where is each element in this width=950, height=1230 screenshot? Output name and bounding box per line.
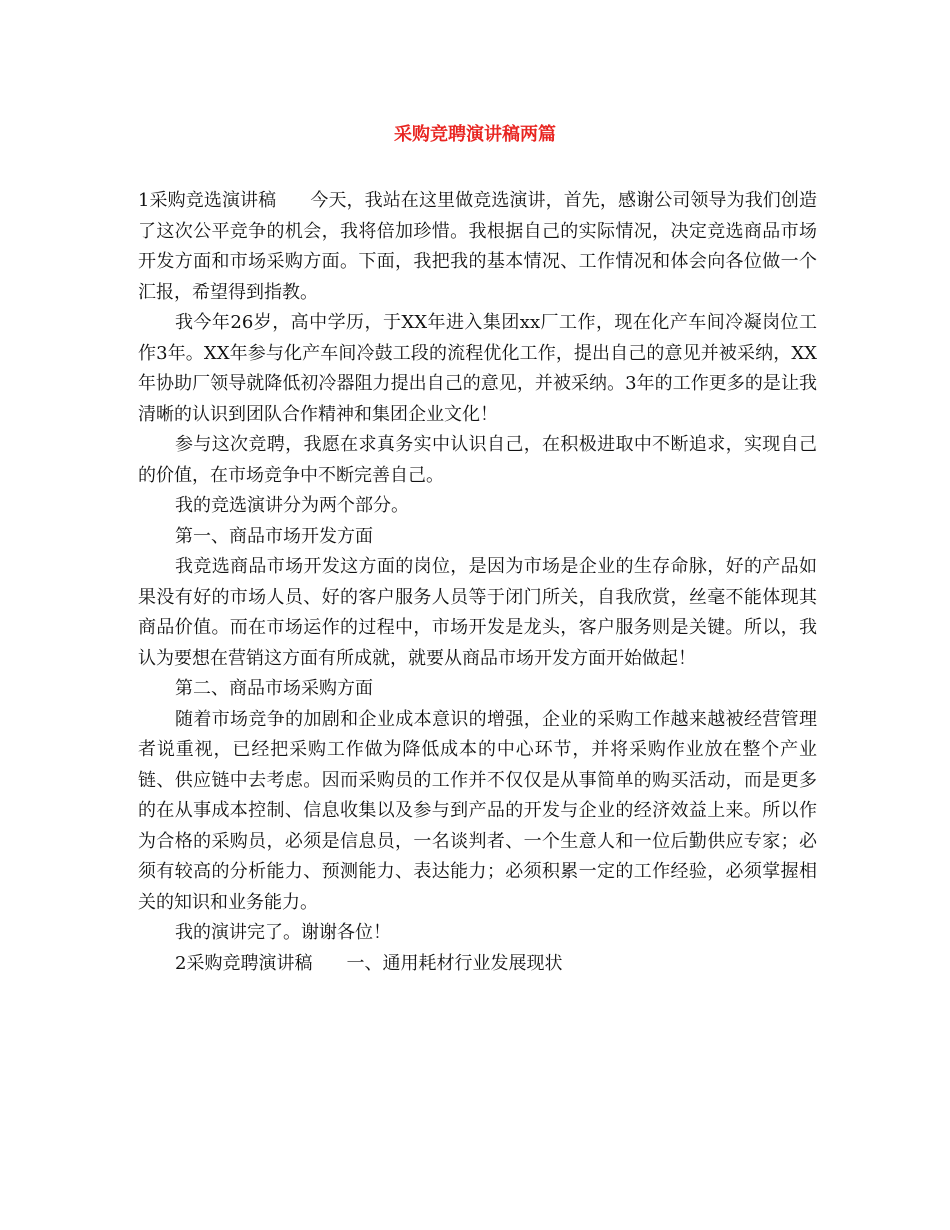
document-body: [138, 186, 817, 979]
section-2-intro: 一、通用耗材行业发展现状: [346, 952, 563, 974]
paragraph-market-procurement: 随着市场竞争的加剧和企业成本意识的增强，企业的采购工作越来越被经营管理者说重视，已经把采购工作做为降低成本的中心环节，并将采购作业放在整个产业链、供应链中去考虑。因而采购员的工作并不仅仅是从事简单的购买活动，而是更多的在从事成本控制、信息收集以及参与到产品的开发与企业的经济效益上来。所以作为合格的采购员，必须是信息员，一名谈判者、一个生意人和一位后勤供应专家；必须有较高的分析能力、预测能力、表达能力；必须积累一定的工作经验，必须掌握相关的知识和业务能力。: [138, 708, 817, 913]
section-1-heading: 1采购竞选演讲稿: [138, 190, 277, 211]
section-1-paragraph: [138, 186, 817, 308]
paragraph-outline: 我的竞选演讲分为两个部分。: [175, 495, 409, 516]
document-title: 采购竞聘演讲稿两篇: [394, 124, 556, 145]
section-2-paragraph: [138, 949, 817, 980]
paragraph-motivation: 参与这次竞聘，我愿在求真务实中认识自己，在积极进取中不断追求，实现自己的价值，在市场竞争中不断完善自己。: [138, 434, 817, 486]
paragraph-background: 我今年26岁，高中学历，于XX年进入集团xx厂工作，现在化产车间冷凝岗位工作3年。XX年参与化产车间冷鼓工段的流程优化工作，提出自己的意见并被采纳，XX年协助厂领导就降低初冷器阻力提出自己的意见，并被采纳。3年的工作更多的是让我清晰的认识到团队合作精神和集团企业文化！: [138, 312, 817, 425]
subheading-market-procurement: 第二、商品市场采购方面: [175, 678, 373, 699]
paragraph-closing: 我的演讲完了。谢谢各位！: [175, 922, 391, 943]
section-1-intro: 今天，我站在这里做竞选演讲，首先，感谢公司领导为我们创造了这次公平竞争的机会，我将倍加珍惜。我根据自己的实际情况，决定竞选商品市场开发方面和市场采购方面。下面，我把我的基本情况、工作情况和体会向各位做一个汇报，希望得到指教。: [138, 190, 818, 303]
paragraph-market-development: 我竞选商品市场开发这方面的岗位，是因为市场是企业的生存命脉，好的产品如果没有好的市场人员、好的客户服务人员等于闭门所关，自我欣赏，丝毫不能体现其商品价值。而在市场运作的过程中，市场开发是龙头，客户服务则是关键。所以，我认为要想在营销这方面有所成就，就要从商品市场开发方面开始做起！: [138, 556, 817, 669]
subheading-market-development: 第一、商品市场开发方面: [175, 525, 373, 547]
section-2-heading: 2采购竞聘演讲稿: [175, 952, 313, 974]
